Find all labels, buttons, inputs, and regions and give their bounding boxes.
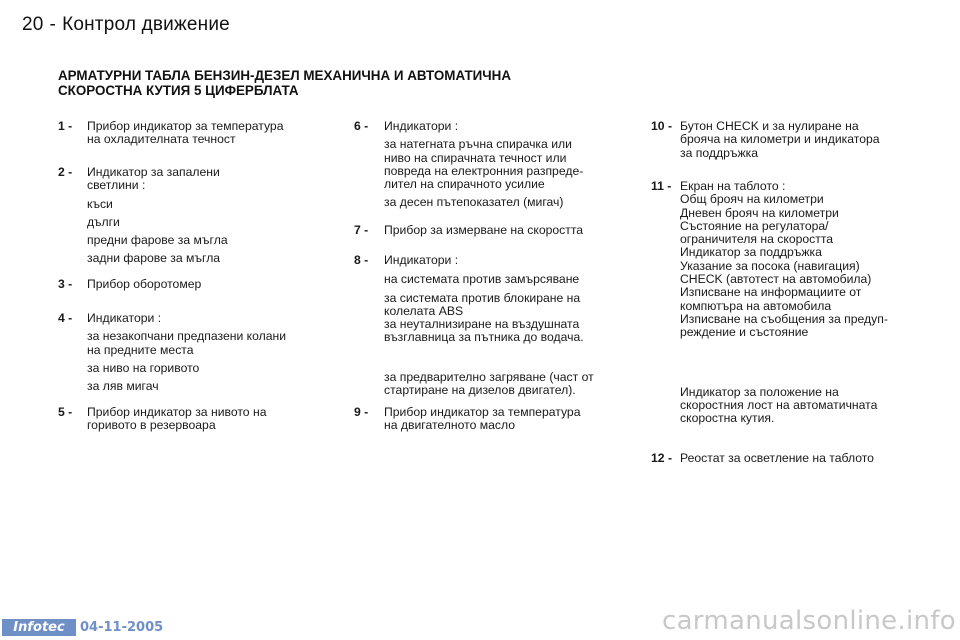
legend-item-text: Индикатори :	[87, 311, 162, 325]
legend-item-text: стартиране на дизелов двигател).	[384, 383, 576, 398]
legend-item-text: скоростна кутия.	[680, 411, 775, 426]
legend-item-text: Индикатори :	[384, 253, 459, 267]
legend-item-text: възглавница за пътника до водача.	[384, 330, 584, 345]
legend-item-text: предни фарове за мъгла	[87, 233, 228, 248]
legend-item-text: за предварително загряване (част от	[384, 369, 594, 384]
legend-item-text: ниво на спирачната течност или	[384, 150, 567, 165]
legend-item-text: скоростния лост на автоматичната	[680, 397, 878, 412]
legend-item-number: 8 -	[354, 253, 369, 267]
legend-item-text: на двигателното масло	[384, 418, 516, 433]
legend-item-text: Прибор индикатор за нивото на	[87, 405, 267, 419]
legend-item-number: 1 -	[58, 119, 73, 133]
watermark: carmanualsonline.info	[661, 606, 956, 636]
legend-item-text: Указание за посока (навигация)	[680, 258, 860, 273]
page-number: 20	[22, 14, 44, 35]
legend-item-text: на охладителната течност	[87, 132, 236, 147]
print-date: 04-11-2005	[80, 620, 164, 635]
legend-item-text: Общ брояч на километри	[680, 192, 824, 207]
legend-item-text: за неуталнизиране на въздушната	[384, 317, 580, 332]
legend-item-text: колелата ABS	[384, 303, 464, 318]
legend-item-text: на системата против замърсяване	[384, 272, 580, 287]
legend-item-text: ограничителя на скоростта	[680, 232, 834, 247]
legend-item-text: реждение и състояние	[680, 325, 809, 340]
legend-item-text: Индикатор за положение на	[680, 384, 839, 399]
legend-item-text: Изписване на съобщения за предуп-	[680, 311, 888, 326]
legend-item-text: светлини :	[87, 178, 146, 193]
section-title	[58, 68, 511, 98]
legend-item-body	[384, 406, 580, 433]
section-title-line: СКОРОСТНА КУТИЯ 5 ЦИФЕРБЛАТА	[58, 83, 299, 98]
legend-item-number: 5 -	[58, 405, 73, 419]
legend-item-number: 4 -	[58, 311, 73, 325]
legend-item-text: горивото в резервоара	[87, 418, 216, 433]
legend-item-number: 9 -	[354, 405, 369, 419]
legend-item-body	[384, 254, 594, 397]
legend-item-text: Индикатор за запалени	[87, 165, 220, 179]
legend-item-text: Изписване на информациите от	[680, 285, 862, 300]
legend-item-body	[87, 166, 228, 266]
header-separator: -	[49, 14, 57, 35]
page-header	[22, 14, 230, 36]
legend-item-text: за системата против блокиране на	[384, 290, 581, 305]
legend-item-text: брояча на километри и индикатора	[680, 132, 880, 147]
legend-item-number: 10 -	[651, 119, 673, 133]
page-title: Контрол движение	[62, 14, 230, 35]
legend-item-body	[384, 224, 583, 237]
legend-item-text: Екран на таблото :	[680, 179, 786, 193]
legend-item-body	[87, 312, 286, 393]
legend-item-body	[680, 180, 888, 425]
legend-item-body	[384, 120, 583, 210]
legend-item-text: Прибор индикатор за температура	[384, 405, 581, 419]
legend-item-number: 12 -	[651, 451, 673, 465]
legend-item-text: Реостат за осветление на таблото	[680, 451, 874, 465]
legend-item-body	[680, 452, 874, 465]
legend-item-number: 3 -	[58, 277, 73, 291]
legend-item-text: Прибор за измерване на скоростта	[384, 223, 584, 237]
legend-item-text: за натегнатa ръчна спирачка или	[384, 137, 572, 152]
legend-item-body	[87, 406, 266, 433]
legend-item-number: 11 -	[651, 179, 672, 193]
legend-item-text: за ляв мигач	[87, 379, 159, 394]
legend-item-text: CHECK (автотест на автомобила)	[680, 272, 872, 287]
legend-item-body	[87, 120, 283, 147]
section-title-line: АРМАТУРНИ ТАБЛА БЕНЗИН-ДЕЗЕЛ МЕХАНИЧНА И АВТОМАТИЧНА	[58, 68, 511, 83]
legend-item-text: дълги	[87, 214, 120, 229]
legend-item-text: Състояние на регулатора/	[680, 218, 829, 233]
legend-item-text: за десен пътепоказател (мигач)	[384, 195, 564, 210]
legend-item-text: компютъра на автомобила	[680, 298, 832, 313]
legend-item-text: Прибор индикатор за температура	[87, 119, 284, 133]
legend-item-text: на предните места	[87, 342, 194, 357]
legend-item-text: Прибор оборотомер	[87, 277, 202, 291]
legend-item-text: повреда на електронния разпреде-	[384, 163, 584, 178]
legend-item-text: Бутон CHECK и за нулиране на	[680, 119, 859, 133]
legend-item-number: 7 -	[354, 223, 369, 237]
legend-item-text: за поддръжка	[680, 145, 759, 160]
legend-item-text: за незакопчани предпазени колани	[87, 329, 287, 344]
legend-item-number: 2 -	[58, 165, 73, 179]
legend-item-text: за ниво на горивото	[87, 360, 200, 375]
legend-item-text: Индикатори :	[384, 119, 459, 133]
legend-item-number: 6 -	[354, 119, 369, 133]
legend-item-text: Индикатор за поддръжка	[680, 245, 822, 260]
legend-item-text: Дневен брояч на километри	[680, 205, 839, 220]
legend-item-body	[680, 120, 880, 160]
legend-item-body	[87, 278, 201, 291]
legend-item-text: задни фарове за мъгла	[87, 251, 221, 266]
legend-item-text: лител на спирачното усилие	[384, 177, 545, 192]
infotec-logo: Infotec	[2, 619, 76, 636]
legend-item-text: къси	[87, 196, 113, 211]
